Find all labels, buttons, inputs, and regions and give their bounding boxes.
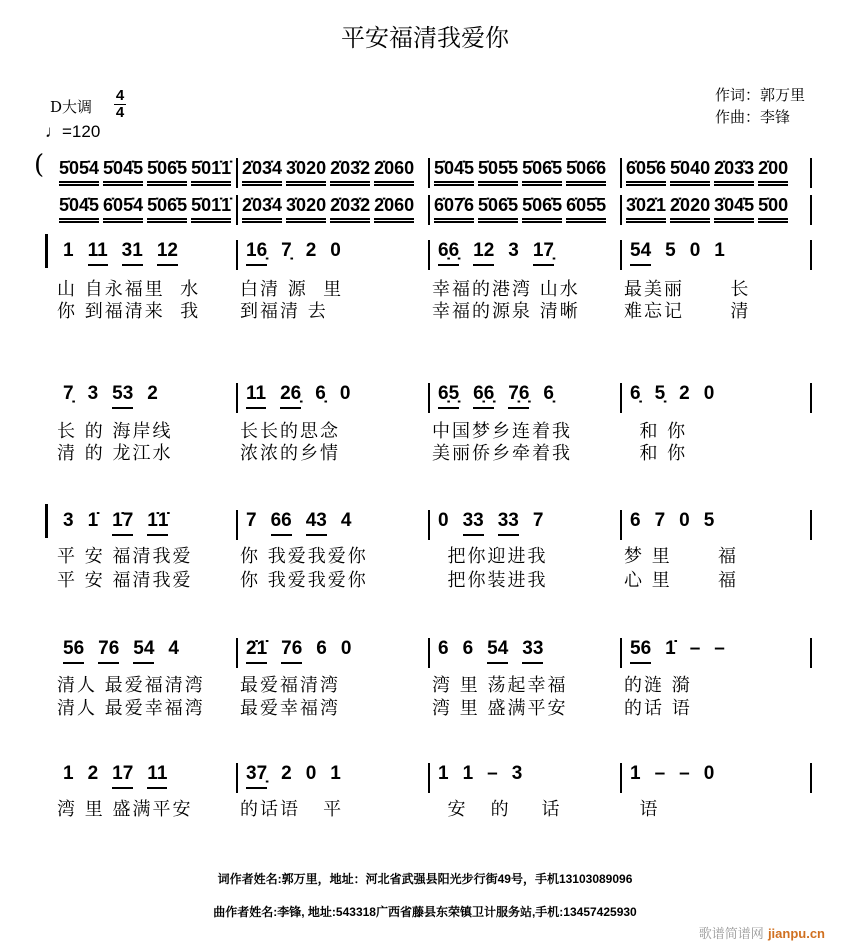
lyric-segment: 最美丽 长 — [624, 279, 751, 300]
note-group: – — [679, 763, 690, 784]
note-group: 3̇020 — [286, 158, 326, 186]
note-group: 2̇060 — [374, 158, 414, 186]
lyric-segment: 最爱福清湾 — [240, 675, 340, 696]
note-group: 5̇05̇5 — [478, 158, 518, 186]
note-group: 53 — [112, 383, 133, 409]
lyric-segment: 的话 语 — [624, 698, 692, 719]
note-group: 0 — [703, 383, 715, 404]
lyric-segment: 最爱幸福湾 — [240, 698, 340, 719]
quarter-note-icon: ♩ — [45, 122, 62, 141]
note-group: 5̇06̇5 — [522, 195, 562, 223]
note-group: 3̇020 — [286, 195, 326, 223]
note-group: 1̇ — [665, 638, 676, 659]
lyric-segment: 长 的 海岸线 — [57, 421, 173, 442]
note-group: 6 — [316, 638, 327, 659]
lyric-segment: 到福清 去 — [240, 301, 328, 322]
note-group: 6̇05̇4 — [103, 195, 143, 223]
lyric-segment: 幸福的港湾 山水 — [432, 279, 580, 300]
note-group: 5̇06̇5 — [147, 195, 187, 223]
note-group: 43 — [306, 510, 327, 536]
note-group: 3̇04̇5 — [714, 195, 754, 223]
time-signature — [114, 88, 126, 121]
lyricist-contact: 词作者姓名:郭万里，地址：河北省武强县阳光步行街49号，手机13103089096 — [217, 872, 633, 886]
note-group: 12 — [473, 240, 494, 266]
note-group: 2̇020 — [670, 195, 710, 223]
note-group: 1 — [330, 763, 341, 784]
lyric-segment: 你 我爱我爱你 — [240, 546, 368, 567]
note-group: 6 — [462, 638, 474, 659]
lyric-segment: 湾 里 盛满平安 — [57, 799, 193, 820]
note-group: 7 — [532, 510, 544, 531]
note-group: 4 — [340, 510, 352, 531]
note-group: 6̇05̇5 — [566, 195, 606, 223]
note-group: 1̇7 — [112, 510, 133, 536]
lyrics-row — [55, 795, 812, 821]
note-group: 6̣ — [630, 383, 641, 404]
note-group: 6 — [630, 510, 641, 531]
lyric-segment: 白清 源 里 — [240, 279, 344, 300]
note-group: 2 — [147, 383, 158, 404]
note-group: 7 — [654, 510, 666, 531]
lyrics-row — [55, 566, 812, 592]
tempo — [45, 122, 100, 142]
note-group: 6̇05̇6 — [626, 158, 666, 186]
note-group: 1̇ — [87, 510, 99, 531]
note-group: 1̇1̇ — [147, 510, 168, 536]
note-group: 2̇00 — [758, 158, 788, 186]
note-group: 5̇04̇5 — [59, 195, 99, 223]
note-group: 1 — [630, 763, 641, 784]
note-group: 2̇03̇4 — [242, 158, 282, 186]
note-group: 12 — [157, 240, 178, 266]
note-group: 5̇06̇5 — [478, 195, 518, 223]
measure — [55, 383, 238, 413]
note-group: 2̇03̇4 — [242, 195, 282, 223]
measure — [55, 158, 238, 188]
lyric-segment: 你 到福清来 我 — [57, 301, 201, 322]
note-group: – — [487, 763, 498, 784]
measure — [238, 240, 430, 270]
notes-row — [55, 240, 812, 270]
measure — [238, 763, 430, 793]
intro-paren-open: ( — [34, 150, 45, 180]
note-group: 5̇06̇5 — [147, 158, 187, 186]
measure — [622, 195, 812, 225]
lyric-segment: 浓浓的乡情 — [240, 443, 340, 464]
measure — [238, 383, 430, 413]
note-group: – — [689, 638, 701, 659]
measure — [55, 638, 238, 668]
note-group: 54 — [630, 240, 651, 266]
measure — [430, 240, 622, 270]
lyric-segment: 的涟 漪 — [624, 675, 692, 696]
measure — [238, 510, 430, 540]
lyric-segment: 长长的思念 — [240, 421, 340, 442]
notes-row — [55, 763, 812, 793]
note-group: 6̣6̣ — [473, 383, 494, 409]
note-group: 5̇06̇6 — [566, 158, 606, 186]
lyric-segment: 把你迎进我 — [432, 546, 548, 567]
lyric-segment: 平 安 福清我爱 — [57, 546, 193, 567]
measure — [622, 638, 812, 668]
lyric-segment: 安 的 话 — [432, 799, 562, 820]
note-group: 16̣ — [246, 240, 267, 266]
measure — [430, 763, 622, 793]
note-group: 2̇03̇2 — [330, 158, 370, 186]
lyric-segment: 湾 里 盛满平安 — [432, 698, 568, 719]
lyric-segment: 和 你 — [624, 443, 688, 464]
measure — [55, 195, 238, 225]
note-group: 26̣ — [280, 383, 301, 409]
notes-row — [55, 510, 812, 540]
note-group: 0 — [679, 510, 690, 531]
note-group: 0 — [305, 763, 317, 784]
note-group: 2̇060 — [374, 195, 414, 223]
note-group: 1 — [714, 240, 725, 261]
note-group: – — [714, 638, 725, 659]
note-group: 5̇05̇4 — [59, 158, 99, 186]
note-group: 11 — [147, 763, 167, 789]
note-group: 5 — [665, 240, 676, 261]
measure — [430, 383, 622, 413]
note-group: 31 — [122, 240, 143, 266]
lyric-segment: 难忘记 清 — [624, 301, 751, 322]
note-group: 5 — [703, 510, 715, 531]
note-group: 2̇03̇3 — [714, 158, 754, 186]
watermark — [699, 923, 825, 942]
lyric-segment: 中国梦乡连着我 — [432, 421, 572, 442]
measure — [238, 638, 430, 668]
note-group: 1 — [438, 763, 449, 784]
lyric-segment: 山 自永福里 水 — [57, 279, 201, 300]
note-group: 17̣ — [533, 240, 554, 266]
note-group: 4 — [168, 638, 179, 659]
lyric-segment: 清人 最爱幸福湾 — [57, 698, 205, 719]
note-group: 54 — [133, 638, 154, 664]
song-title: 平安福清我爱你 — [341, 24, 509, 52]
note-group: 11 — [88, 240, 108, 266]
note-group: 5̇04̇5 — [103, 158, 143, 186]
note-group: 6 — [438, 638, 449, 659]
lyric-segment: 的话语 平 — [240, 799, 344, 820]
note-group: 56 — [63, 638, 84, 664]
note-group: 37̣ — [246, 763, 267, 789]
composer-contact: 曲作者姓名:李锋, 地址:543318广西省藤县东荣镇卫计服务站,手机:13457425930 — [213, 905, 637, 919]
note-group: 0 — [340, 638, 352, 659]
note-group: 0 — [330, 240, 341, 261]
lyric-segment: 美丽侨乡牵着我 — [432, 443, 572, 464]
measure — [430, 638, 622, 668]
note-group: 11 — [246, 383, 266, 409]
note-group: 1 — [63, 763, 74, 784]
note-group: 5̇00 — [758, 195, 788, 223]
note-group: 1 — [63, 240, 74, 261]
lyric-segment: 梦 里 福 — [624, 546, 739, 567]
note-group: 2 — [281, 763, 292, 784]
note-group: 33 — [463, 510, 484, 536]
notes-row — [55, 158, 812, 188]
key-signature: D大调 — [50, 98, 93, 116]
note-group: 6̣6̣ — [438, 240, 459, 266]
note-group: 76 — [281, 638, 302, 664]
note-group: 2 — [305, 240, 317, 261]
note-group: 6̣5̣ — [438, 383, 459, 409]
time-top: 4 — [115, 87, 125, 104]
note-group: 3̇02̇1 — [626, 195, 666, 223]
repeat-start-bar — [45, 234, 48, 268]
note-group: 7̣ — [63, 383, 74, 404]
note-group: 7̣6̣ — [508, 383, 529, 409]
note-group: 54 — [487, 638, 508, 664]
note-group: 66 — [271, 510, 292, 536]
note-group: 3 — [87, 383, 99, 404]
note-group: 76 — [98, 638, 119, 664]
lyric-segment: 湾 里 荡起幸福 — [432, 675, 568, 696]
watermark-en: jianpu.cn — [767, 926, 825, 941]
composer: 作曲：李锋 — [715, 108, 791, 126]
note-group: 56 — [630, 638, 651, 664]
note-group: 5̣ — [654, 383, 666, 404]
lyric-segment: 心 里 福 — [624, 570, 739, 591]
lyrics-row — [55, 297, 812, 323]
time-bottom: 4 — [115, 104, 125, 121]
lyric-segment: 幸福的源泉 清晰 — [432, 301, 580, 322]
note-group: 7 — [246, 510, 257, 531]
lyric-segment: 和 你 — [624, 421, 688, 442]
note-group: 0 — [689, 240, 701, 261]
measure — [622, 383, 812, 413]
lyric-segment: 清人 最爱福清湾 — [57, 675, 205, 696]
notes-row — [55, 383, 812, 413]
note-group: 6̣ — [315, 383, 326, 404]
note-group: 2 — [679, 383, 690, 404]
measure — [238, 195, 430, 225]
note-group: 5̇040 — [670, 158, 710, 186]
measure — [622, 763, 812, 793]
note-group: 0 — [703, 763, 715, 784]
measure — [55, 763, 238, 793]
lyrics-row — [55, 439, 812, 465]
measure — [55, 510, 238, 540]
measure — [238, 158, 430, 188]
note-group: 3 — [508, 240, 519, 261]
note-group: 33 — [522, 638, 543, 664]
notes-row — [55, 638, 812, 668]
lyric-segment: 语 — [624, 799, 660, 820]
measure — [430, 510, 622, 540]
note-group: 6̇07̇6 — [434, 195, 474, 223]
repeat-start-bar — [45, 504, 48, 538]
lyric-segment: 把你装进我 — [432, 570, 548, 591]
note-group: 0 — [438, 510, 449, 531]
note-group: 5̇04̇5 — [434, 158, 474, 186]
note-group: 2 — [87, 763, 99, 784]
watermark-cn: 歌谱简谱网 — [698, 927, 764, 942]
lyric-segment: 平 安 福清我爱 — [57, 570, 193, 591]
measure — [430, 195, 622, 225]
note-group: 1 — [462, 763, 474, 784]
note-group: 5̇01̇1̇ — [191, 158, 231, 186]
lyrics-row — [55, 542, 812, 568]
note-group: 5̇01̇1̇ — [191, 195, 231, 223]
measure — [430, 158, 622, 188]
lyric-segment: 清 的 龙江水 — [57, 443, 173, 464]
note-group: 3 — [511, 763, 523, 784]
measure — [55, 240, 238, 270]
note-group: 17 — [112, 763, 133, 789]
note-group: 7̣ — [281, 240, 292, 261]
notes-row — [55, 195, 812, 225]
note-group: 33 — [498, 510, 519, 536]
lyrics-row — [55, 694, 812, 720]
measure — [622, 510, 812, 540]
measure — [622, 158, 812, 188]
note-group: – — [654, 763, 666, 784]
note-group: 3 — [63, 510, 74, 531]
note-group: 6̣ — [543, 383, 554, 404]
note-group: 2̇1̇ — [246, 638, 267, 664]
tempo-value: =120 — [62, 122, 101, 141]
note-group: 0 — [339, 383, 351, 404]
note-group: 2̇03̇2 — [330, 195, 370, 223]
lyric-segment: 你 我爱我爱你 — [240, 570, 368, 591]
lyricist: 作词：郭万里 — [715, 86, 806, 104]
measure — [622, 240, 812, 270]
note-group: 5̇06̇5 — [522, 158, 562, 186]
